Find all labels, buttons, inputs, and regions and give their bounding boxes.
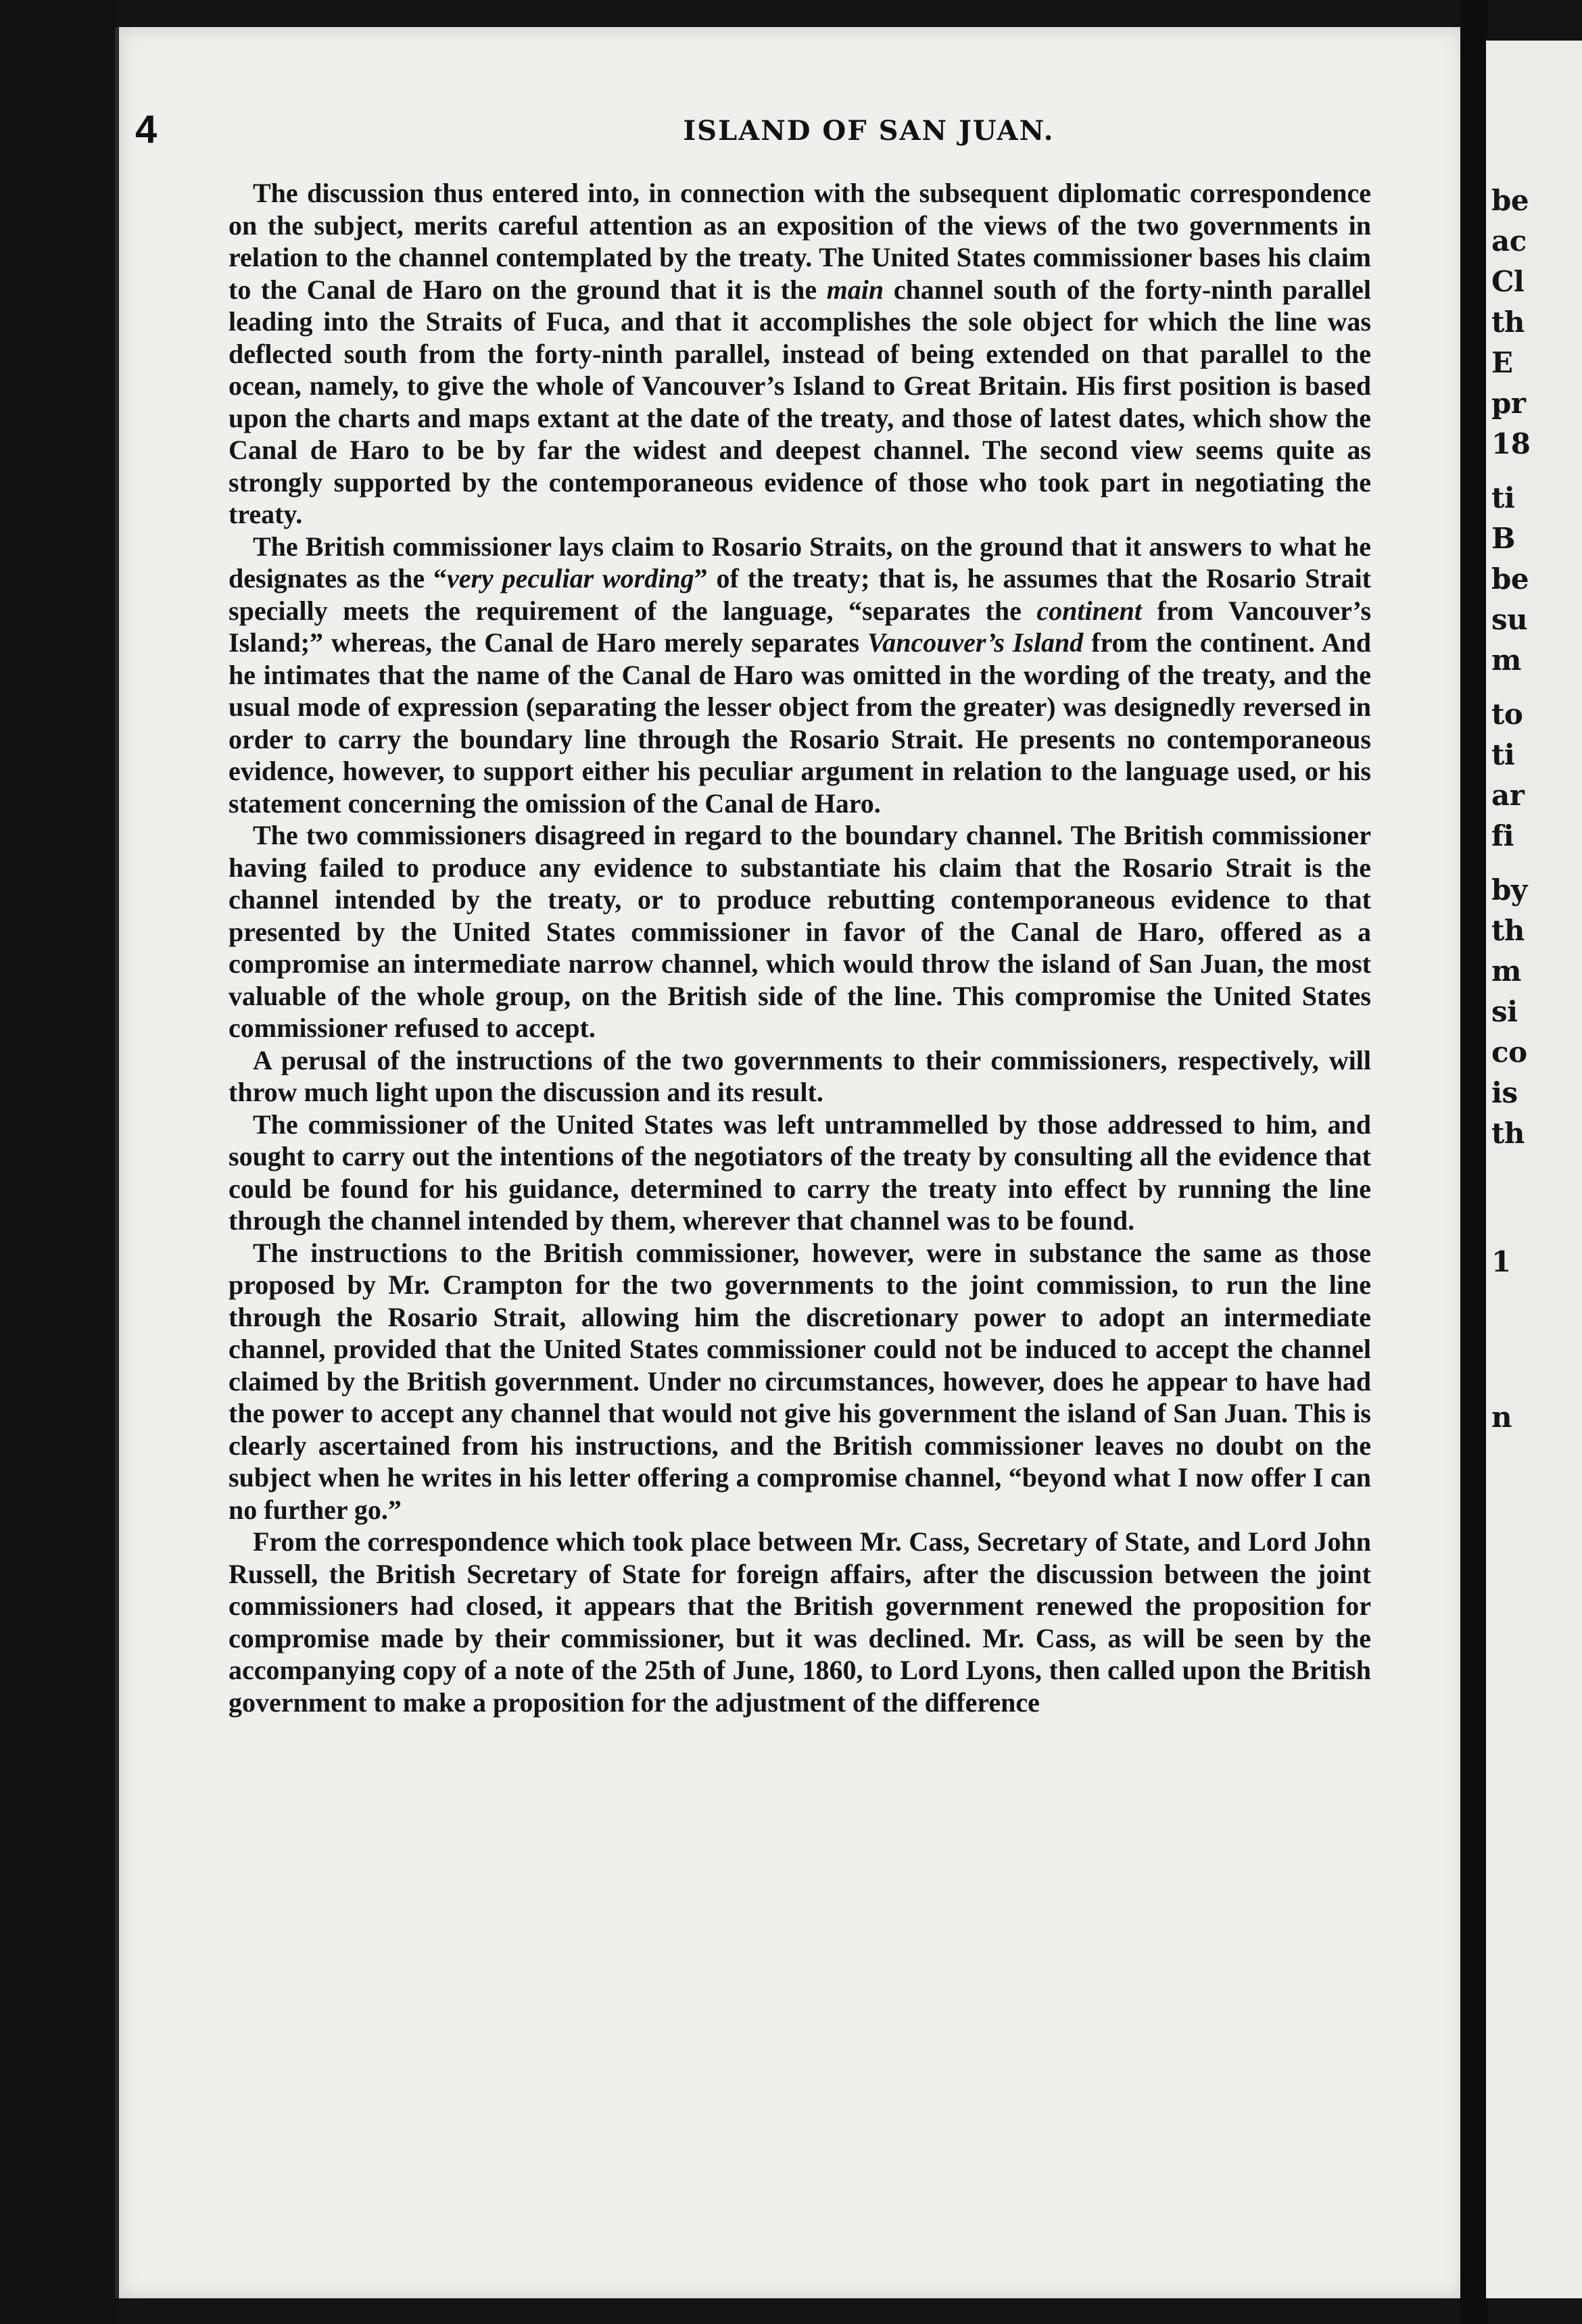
text-run: ” of the treaty; that is, he assumes that the Rosario Strait specially meets the requirement of the language, “separates the xyxy=(229,563,1372,626)
paragraph xyxy=(229,1237,1371,1526)
italic-text: continent xyxy=(1036,595,1142,626)
facing-page-text: n xyxy=(1491,1401,1512,1434)
facing-page-text: by xyxy=(1491,873,1527,906)
facing-page-text: th xyxy=(1491,914,1525,947)
facing-page-text: su xyxy=(1491,603,1528,636)
text-run: channel south of the forty-ninth parallel leading into the Straits of Fuca, and that it accomplishes the sole object for which the line was deflected south from the forty-ninth parallel, instead of being extended on that parallel to the ocean, namely, to give the whole of Vancouver’s Island to Great Britain. His first position is based upon the charts and maps extant at the date of the treaty, and those of latest dates, which show the Canal de Haro to be by far the widest and deepest channel. The second view seems quite as strongly supported by the contemporaneous evidence of those who took part in negotiating the treaty. xyxy=(229,274,1372,529)
facing-page-text: th xyxy=(1491,306,1525,339)
facing-page-text: Cl xyxy=(1491,265,1525,298)
facing-page-text: co xyxy=(1491,1036,1527,1069)
italic-text: very peculiar wording xyxy=(446,563,694,594)
scan-left-edge xyxy=(0,0,118,2324)
facing-page-text: be xyxy=(1491,184,1529,217)
facing-page-text: th xyxy=(1491,1117,1525,1150)
paragraph xyxy=(229,819,1371,1044)
text-run: The two commissioners disagreed in regard to the boundary channel. The British commissioner having failed to produce any evidence to substantiate his claim that the Rosario Strait is the channel intended by the treaty, or to produce rebutting contemporaneous evidence to that presented by the United States commissioner in favor of the Canal de Haro, offered as a compromise an intermediate narrow channel, which would throw the island of San Juan, the most valuable of the whole group, on the British side of the line. This compromise the United States commissioner refused to accept. xyxy=(229,820,1371,1043)
facing-page-text: E xyxy=(1491,346,1513,379)
facing-page-text: 18 xyxy=(1491,427,1531,460)
text-run: from the continent. And he intimates that the name of the Canal de Haro was omitted in the wording of the treaty, and the usual mode of expression (separating the lesser object from the greater) was designedly reversed in order to carry the boundary line through the Rosario Strait. He presents no contemporaneous evidence, however, to support either his peculiar argument in relation to the language used, or his statement concerning the omission of the Canal de Haro. xyxy=(229,627,1371,819)
paragraph xyxy=(229,1109,1371,1237)
facing-page-text: fi xyxy=(1491,819,1514,852)
page-number: 4 xyxy=(135,107,158,151)
text-run: from Vancouver’s Island;” whereas, the Canal de Haro merely separates xyxy=(229,595,1372,658)
facing-page-text: ti xyxy=(1491,481,1515,514)
italic-text: main xyxy=(826,274,884,305)
facing-page-text: m xyxy=(1491,644,1521,677)
facing-page-text: is xyxy=(1491,1076,1518,1109)
paragraph xyxy=(229,177,1371,531)
paragraph xyxy=(229,1044,1371,1109)
facing-page-text: 1 xyxy=(1491,1245,1511,1278)
running-head: ISLAND OF SAN JUAN. xyxy=(683,115,1055,147)
body-text xyxy=(229,177,1371,1718)
text-run: The instructions to the British commissioner, however, were in substance the same as those proposed by Mr. Crampton for the two governments to the joint commission, to run the line through the Rosario Strait, allowing him the discretionary power to adopt an intermediate channel, provided that the United States commissioner could not be induced to accept the channel claimed by the British government. Under no circumstances, however, does he appear to have had the power to accept any channel that would not give his government the island of San Juan. This is clearly ascertained from his instructions, and the British commissioner leaves no doubt on the subject when he writes in his letter offering a compromise channel, “beyond what I now offer I can no further go.” xyxy=(229,1237,1371,1525)
facing-page-text: pr xyxy=(1491,387,1526,420)
facing-page-text: ti xyxy=(1491,738,1515,771)
paragraph xyxy=(229,531,1371,820)
facing-page-text: ar xyxy=(1491,779,1525,812)
text-run: From the correspondence which took place between Mr. Cass, Secretary of State, and Lord John Russell, the British Secretary of State for foreign affairs, after the discussion between the joint commissioners had closed, it appears that the British government renewed the proposition for compromise made by their commissioner, but it was declined. Mr. Cass, as will be seen by the accompanying copy of a note of the 25th of June, 1860, to Lord Lyons, then called upon the British government to make a proposition for the adjustment of the difference xyxy=(229,1526,1371,1718)
facing-page-text: m xyxy=(1491,954,1521,988)
book-gutter xyxy=(1460,0,1487,2324)
facing-page-text: be xyxy=(1491,562,1529,596)
facing-page-text: ac xyxy=(1491,224,1527,258)
paragraph xyxy=(229,1526,1371,1718)
text-run: A perusal of the instructions of the two governments to their commissioners, respectively, will throw much light upon the discussion and its result. xyxy=(229,1044,1371,1107)
facing-page-text: B xyxy=(1491,522,1515,555)
text-run: The commissioner of the United States was left untrammelled by those addressed to him, and sought to carry out the intentions of the negotiators of the treaty by consulting all the evidence that could be found for his guidance, determined to carry the treaty into effect by running the line through the channel intended by them, wherever that channel was to be found. xyxy=(229,1109,1371,1236)
facing-page-text: si xyxy=(1491,995,1518,1028)
italic-text: Vancouver’s Island xyxy=(867,627,1084,658)
facing-page-text: to xyxy=(1491,698,1523,731)
text-run: The British commissioner lays claim to Rosario Straits, on the ground that it answers to what he designates as the “ xyxy=(229,531,1371,594)
facing-page-fragment xyxy=(1486,41,1582,2298)
text-run: The discussion thus entered into, in connection with the subsequent diplomatic correspondence on the subject, merits careful attention as an exposition of the views of the two governments in relation to the channel contemplated by the treaty. The United States commissioner bases his claim to the Canal de Haro on the ground that it is the xyxy=(229,178,1371,305)
